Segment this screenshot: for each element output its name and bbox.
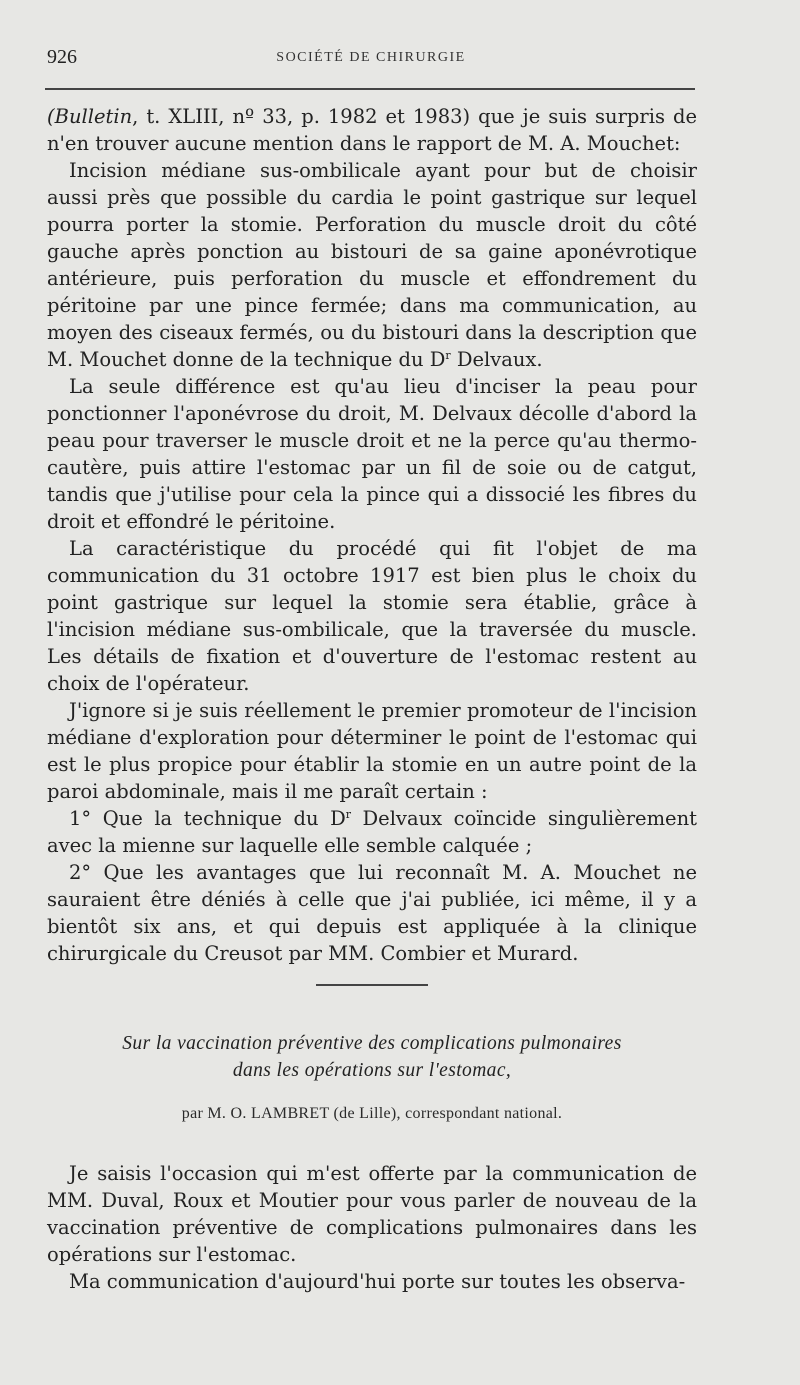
superscript: r (445, 349, 451, 362)
paragraph: Ma communication d'aujourd'hui porte sur toutes les observa- (69, 1270, 686, 1293)
paragraph (47, 805, 697, 859)
paragraph (47, 103, 697, 157)
paragraph: La seule différence est qu'au lieu d'inciser la peau pour ponctionner l'aponévrose du droit, M. Delvaux décolle d'abord la peau pour traverser le muscle droit et ne la perce qu'au thermo-cautère, puis attire l'estomac par un fil de soie ou de catgut, tandis que j'utilise pour cela la pince qui a dissocié les fibres du droit et effondré le péritoine. (47, 375, 697, 533)
article-title-line: Sur la vaccination préventive des complications pulmonaires (122, 1033, 622, 1054)
body-text-block (47, 103, 697, 967)
page-number: 926 (47, 46, 77, 68)
paragraph-text: Incision médiane sus-ombilicale ayant pour but de choisir aussi près que possible du cardia le point gastrique sur lequel pourra porter la stomie. Perforation du muscle droit du côté gauche après ponction au bistouri de sa gaine aponévrotique antérieure, puis perforation du muscle et effondrement du péritoine par une pince fermée; dans ma communication, au moyen des ciseaux fermés, ou du bistouri dans la description que M. Mouchet donne de la technique du D (47, 159, 697, 371)
paragraph: 2° Que les avantages que lui reconnaît M. A. Mouchet ne sauraient être déniés à celle que j'ai publiée, ici même, il y a bientôt six ans, et qui depuis est appliquée à la clinique chirurgicale du Creusot par MM. Combier et Murard. (47, 861, 697, 965)
page-header (47, 44, 695, 74)
paragraph (47, 157, 697, 373)
byline: par M. O. LAMBRET (de Lille), correspondant national. (181, 1105, 563, 1122)
paragraph-text: Delvaux. (450, 348, 543, 371)
section-divider (316, 984, 428, 986)
paragraph-text: , t. XLIII, nº 33, p. 1982 et 1983) que je suis surpris de n'en trouver aucune mention dans le rapport de M. A. Mouchet: (47, 105, 697, 155)
paragraph-text: Delvaux coïncide singulièrement avec la mienne sur laquelle elle semble calquée ; (47, 807, 697, 857)
running-title: SOCIÉTÉ DE CHIRURGIE (276, 50, 466, 65)
superscript: r (345, 808, 351, 821)
paragraph: J'ignore si je suis réellement le premier promoteur de l'incision médiane d'exploration pour déterminer le point de l'estomac qui est le plus propice pour établir la stomie en un autre point de la paroi abdominale, mais il me paraît certain : (47, 699, 697, 803)
header-rule (45, 88, 695, 90)
italic-citation: (Bulletin (47, 105, 133, 128)
article-title-line: dans les opérations sur l'estomac, (232, 1060, 512, 1081)
paragraph-text: 1° Que la technique du D (69, 807, 346, 830)
paragraph: Je saisis l'occasion qui m'est offerte par la communication de MM. Duval, Roux et Moutier pour vous parler de nouveau de la vaccination préventive de complications pulmonaires dans les opérations sur l'estomac. (47, 1162, 697, 1266)
paragraph: La caractéristique du procédé qui fit l'objet de ma communication du 31 octobre 1917 est bien plus le choix du point gastrique sur lequel la stomie sera établie, grâce à l'incision médiane sus-ombilicale, que la traversée du muscle. Les détails de fixation et d'ouverture de l'estomac restent au choix de l'opérateur. (47, 537, 697, 695)
article-title (47, 1030, 697, 1084)
body-text-block (47, 1160, 697, 1295)
